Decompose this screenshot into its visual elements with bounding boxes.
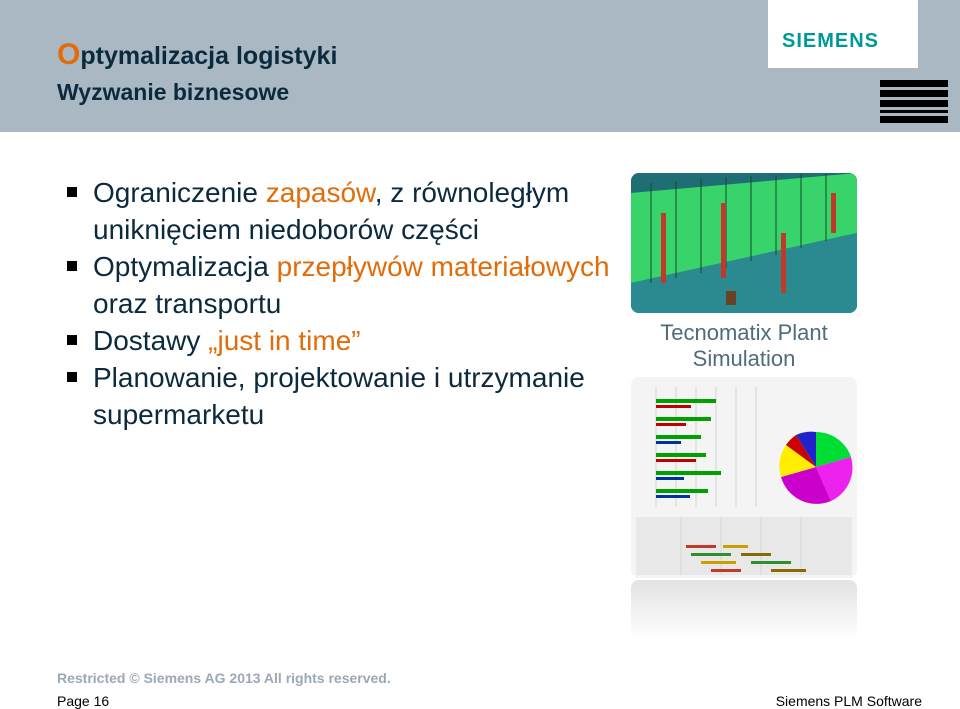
bullet-text: Optymalizacja bbox=[93, 251, 277, 282]
image-caption bbox=[631, 320, 857, 372]
caption-line-2: Simulation bbox=[692, 346, 796, 371]
footer-company: Siemens PLM Software bbox=[775, 693, 922, 709]
title-first-letter: O bbox=[57, 38, 81, 71]
bullet-text: oraz transportu bbox=[93, 288, 282, 319]
bullet-text: Ograniczenie bbox=[93, 177, 266, 208]
image-reflection bbox=[631, 580, 857, 640]
siemens-logo bbox=[768, 0, 918, 68]
slide-title bbox=[57, 38, 337, 72]
stripes-icon bbox=[880, 80, 948, 126]
title-rest: ptymalizacja logistyki bbox=[80, 42, 338, 70]
bullet-text: , z równoległym uniknięciem niedoborów części bbox=[93, 177, 570, 245]
header-band bbox=[0, 0, 960, 132]
highlight-text: przepływów materiałowych bbox=[276, 251, 610, 282]
footer-restricted: Restricted © Siemens AG 2013 All rights reserved. bbox=[57, 670, 391, 686]
bullet-list bbox=[63, 174, 623, 433]
highlight-text: zapasów bbox=[265, 177, 375, 208]
bullet-text: Planowanie, projektowanie i utrzymanie supermarketu bbox=[93, 362, 585, 430]
bullet-item bbox=[63, 248, 623, 322]
bullet-item bbox=[63, 359, 623, 433]
bullet-item bbox=[63, 174, 623, 248]
logo-text: SIEMENS bbox=[782, 30, 880, 52]
page-number: Page 16 bbox=[57, 693, 110, 709]
bullet-item bbox=[63, 322, 623, 359]
simulation-charts-image bbox=[631, 377, 857, 578]
highlight-text: „just in time” bbox=[208, 325, 361, 356]
plant-simulation-3d-image bbox=[631, 173, 857, 313]
bullet-text: Dostawy bbox=[93, 325, 209, 356]
slide-subtitle: Wyzwanie biznesowe bbox=[57, 79, 290, 105]
caption-line-1: Tecnomatix Plant bbox=[660, 320, 828, 345]
